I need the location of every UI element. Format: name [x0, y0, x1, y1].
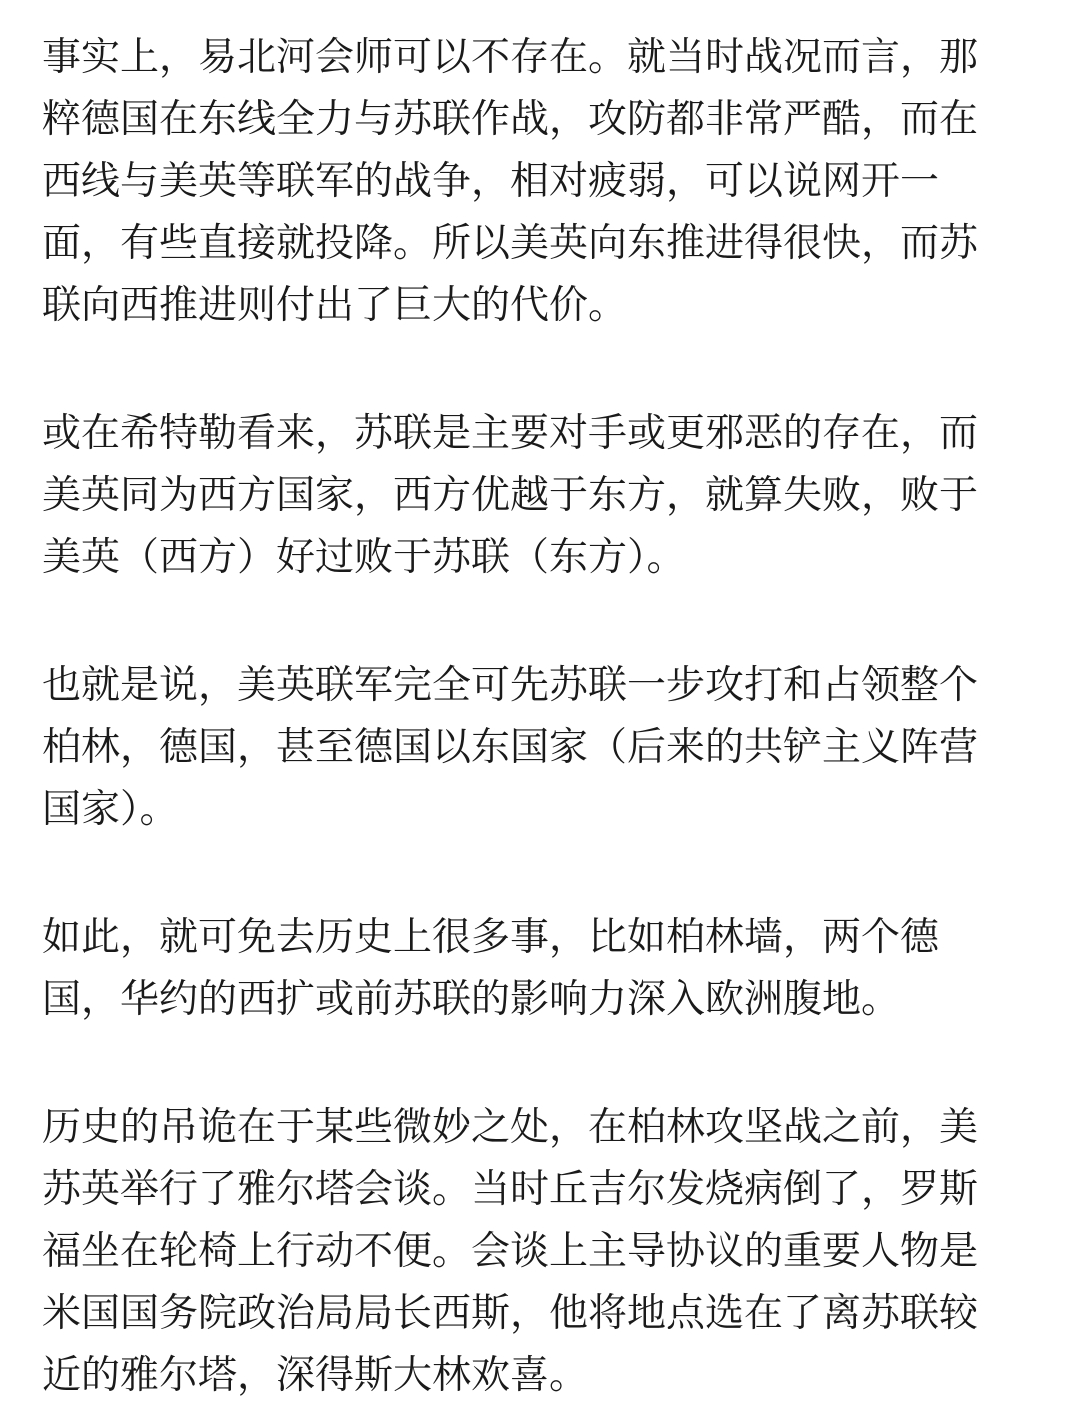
- text-line: 粹德国在东线全力与苏联作战，攻防都非常严酷，而在: [42, 97, 979, 142]
- text-line: 如此，就可免去历史上很多事，比如柏林墙，两个德: [42, 915, 940, 960]
- paragraph-3: [42, 655, 1038, 841]
- text-line: 西线与美英等联军的战争，相对疲弱，可以说网开一: [42, 159, 940, 204]
- paragraph-spacer: [42, 337, 1038, 403]
- text-line: 国家）。: [42, 787, 179, 832]
- text-line: 柏林，德国，甚至德国以东国家（后来的共铲主义阵营: [42, 725, 979, 770]
- paragraph-spacer: [42, 1031, 1038, 1097]
- text-line: 美英同为西方国家，西方优越于东方，就算失败，败于: [42, 473, 979, 518]
- text-line: 联向西推进则付出了巨大的代价。: [42, 283, 628, 328]
- paragraph-spacer: [42, 589, 1038, 655]
- paragraph-2: [42, 403, 1038, 589]
- text-line: 事实上，易北河会师可以不存在。就当时战况而言，那: [42, 35, 979, 80]
- text-line: 美英（西方）好过败于苏联（东方）。: [42, 535, 686, 580]
- text-line: 苏英举行了雅尔塔会谈。当时丘吉尔发烧病倒了，罗斯: [42, 1167, 979, 1212]
- paragraph-4: [42, 907, 1038, 1031]
- text-line: 面，有些直接就投降。所以美英向东推进得很快，而苏: [42, 221, 979, 266]
- text-line: 或在希特勒看来，苏联是主要对手或更邪恶的存在，而: [42, 411, 979, 456]
- text-line: 历史的吊诡在于某些微妙之处，在柏林攻坚战之前，美: [42, 1105, 979, 1150]
- text-line: 米国国务院政治局局长西斯，他将地点选在了离苏联较: [42, 1291, 979, 1336]
- text-line: 也就是说，美英联军完全可先苏联一步攻打和占领整个: [42, 663, 979, 708]
- text-line: 近的雅尔塔，深得斯大林欢喜。: [42, 1353, 589, 1398]
- paragraph-1: [42, 27, 1038, 337]
- text-line: 国，华约的西扩或前苏联的影响力深入欧洲腹地。: [42, 977, 901, 1022]
- paragraph-5: [42, 1097, 1038, 1407]
- paragraph-spacer: [42, 841, 1038, 907]
- text-line: 福坐在轮椅上行动不便。会谈上主导协议的重要人物是: [42, 1229, 979, 1274]
